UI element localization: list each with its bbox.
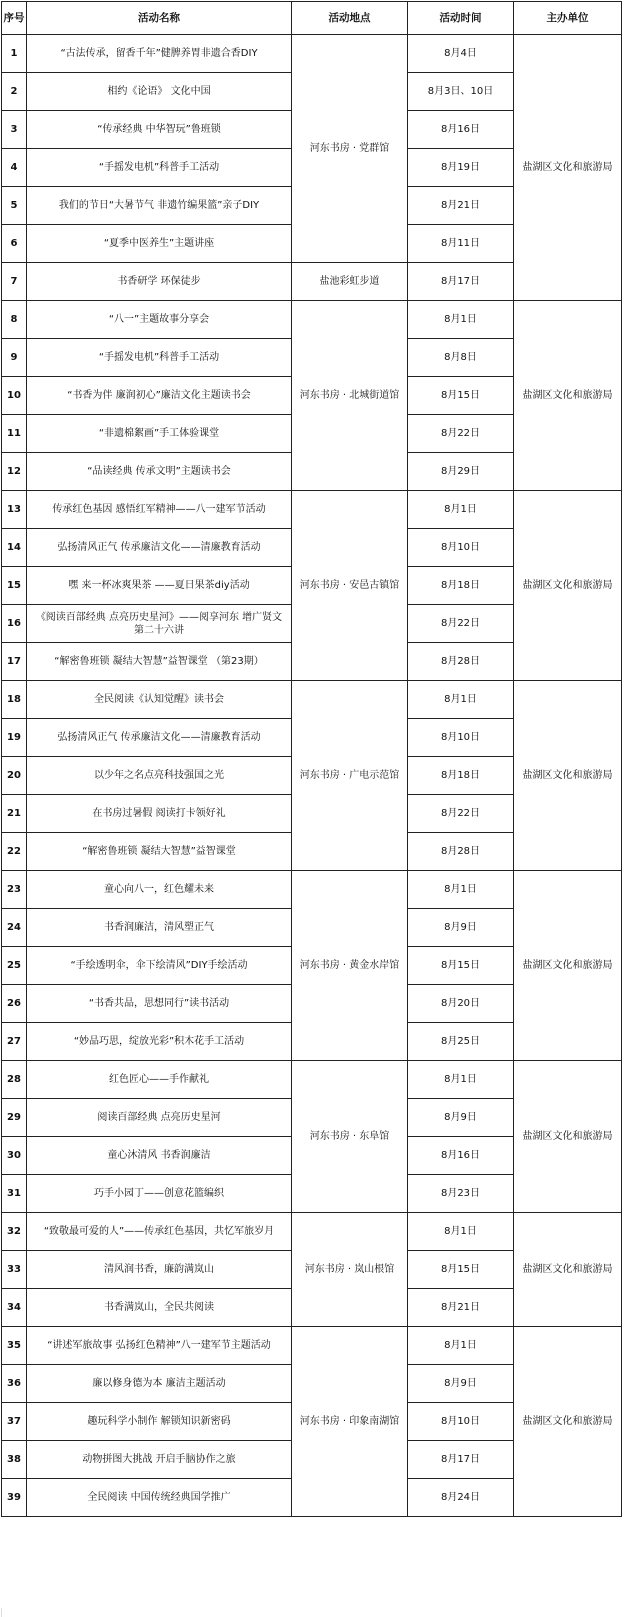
row-number: 1 bbox=[2, 35, 27, 73]
table-row bbox=[2, 1213, 622, 1251]
row-number: 28 bbox=[2, 1061, 27, 1099]
row-number: 3 bbox=[2, 111, 27, 149]
activity-time: 8月3日、10日 bbox=[408, 73, 514, 111]
activity-name: 我们的节日“大暑节气 非遗竹编果篮”亲子DIY bbox=[27, 187, 292, 225]
activity-time: 8月10日 bbox=[408, 1403, 514, 1441]
activity-name: “讲述军旅故事 弘扬红色精神”八一建军节主题活动 bbox=[27, 1327, 292, 1365]
activity-name: 以少年之名点亮科技强国之光 bbox=[27, 757, 292, 795]
activity-time: 8月1日 bbox=[408, 1327, 514, 1365]
activity-name: “手摇发电机”科普手工活动 bbox=[27, 149, 292, 187]
activity-name: 弘扬清风正气 传承廉洁文化——清廉教育活动 bbox=[27, 719, 292, 757]
activity-name: 动物拼图大挑战 开启手脑协作之旅 bbox=[27, 1441, 292, 1479]
organizer: 盐湖区文化和旅游局 bbox=[514, 1327, 622, 1517]
activity-time: 8月10日 bbox=[408, 719, 514, 757]
row-number: 10 bbox=[2, 377, 27, 415]
table-row bbox=[2, 491, 622, 529]
activity-name: 在书房过暑假 阅读打卡领好礼 bbox=[27, 795, 292, 833]
activity-time: 8月17日 bbox=[408, 1441, 514, 1479]
activity-time: 8月22日 bbox=[408, 605, 514, 643]
row-number: 5 bbox=[2, 187, 27, 225]
activity-time: 8月1日 bbox=[408, 301, 514, 339]
activity-name: 童心沐清风 书香润廉洁 bbox=[27, 1137, 292, 1175]
activity-venue: 河东书房 · 印象南湖馆 bbox=[292, 1327, 408, 1517]
activity-name: “妙品巧思，绽放光彩”积木花手工活动 bbox=[27, 1023, 292, 1061]
header-venue: 活动地点 bbox=[292, 2, 408, 35]
header-organizer: 主办单位 bbox=[514, 2, 622, 35]
activity-time: 8月9日 bbox=[408, 1365, 514, 1403]
activity-name: “手绘透明伞，伞下绘清风”DIY手绘活动 bbox=[27, 947, 292, 985]
activity-name: 巧手小园丁——创意花篮编织 bbox=[27, 1175, 292, 1213]
organizer: 盐湖区文化和旅游局 bbox=[514, 301, 622, 491]
activity-time: 8月28日 bbox=[408, 833, 514, 871]
row-number: 34 bbox=[2, 1289, 27, 1327]
activity-time: 8月11日 bbox=[408, 225, 514, 263]
activity-venue: 河东书房 · 党群馆 bbox=[292, 35, 408, 263]
activity-name: 书香满岚山，全民共阅读 bbox=[27, 1289, 292, 1327]
organizer: 盐湖区文化和旅游局 bbox=[514, 491, 622, 681]
activity-name: “书香共品，思想同行”读书活动 bbox=[27, 985, 292, 1023]
organizer: 盐湖区文化和旅游局 bbox=[514, 681, 622, 871]
row-number: 24 bbox=[2, 909, 27, 947]
activity-venue: 河东书房 · 安邑古镇馆 bbox=[292, 491, 408, 681]
row-number: 6 bbox=[2, 225, 27, 263]
row-number: 31 bbox=[2, 1175, 27, 1213]
row-number: 38 bbox=[2, 1441, 27, 1479]
activity-time: 8月10日 bbox=[408, 529, 514, 567]
activity-time: 8月21日 bbox=[408, 1289, 514, 1327]
activity-time: 8月25日 bbox=[408, 1023, 514, 1061]
activity-time: 8月19日 bbox=[408, 149, 514, 187]
organizer: 盐湖区文化和旅游局 bbox=[514, 871, 622, 1061]
row-number: 13 bbox=[2, 491, 27, 529]
activity-venue: 河东书房 · 岚山根馆 bbox=[292, 1213, 408, 1327]
organizer: 盐湖区文化和旅游局 bbox=[514, 35, 622, 301]
activity-venue: 盐池彩虹步道 bbox=[292, 263, 408, 301]
sheet-bottom-edge bbox=[1, 1608, 622, 1617]
row-number: 9 bbox=[2, 339, 27, 377]
activity-name: “解密鲁班锁 凝结大智慧”益智课堂 bbox=[27, 833, 292, 871]
activity-time: 8月15日 bbox=[408, 377, 514, 415]
activity-name: “致敬最可爱的人”——传承红色基因，共忆军旅岁月 bbox=[27, 1213, 292, 1251]
activity-time: 8月28日 bbox=[408, 643, 514, 681]
activity-time: 8月24日 bbox=[408, 1479, 514, 1517]
activity-name: 相约《论语》 文化中国 bbox=[27, 73, 292, 111]
row-number: 37 bbox=[2, 1403, 27, 1441]
activity-name: 书香润廉洁，清风塑正气 bbox=[27, 909, 292, 947]
activity-time: 8月16日 bbox=[408, 111, 514, 149]
activity-name: 全民阅读 中国传统经典国学推广 bbox=[27, 1479, 292, 1517]
activity-name: “夏季中医养生”主题讲座 bbox=[27, 225, 292, 263]
activity-name: 弘扬清风正气 传承廉洁文化——清廉教育活动 bbox=[27, 529, 292, 567]
activity-time: 8月21日 bbox=[408, 187, 514, 225]
activity-name: “书香为伴 廉润初心”廉洁文化主题读书会 bbox=[27, 377, 292, 415]
activity-name: “品读经典 传承文明”主题读书会 bbox=[27, 453, 292, 491]
row-number: 2 bbox=[2, 73, 27, 111]
row-number: 25 bbox=[2, 947, 27, 985]
activity-time: 8月1日 bbox=[408, 491, 514, 529]
activity-time: 8月15日 bbox=[408, 1251, 514, 1289]
activity-table bbox=[1, 1, 622, 1517]
activity-name: 传承红色基因 感悟红军精神——八一建军节活动 bbox=[27, 491, 292, 529]
header-no: 序号 bbox=[2, 2, 27, 35]
row-number: 21 bbox=[2, 795, 27, 833]
activity-time: 8月1日 bbox=[408, 1213, 514, 1251]
row-number: 7 bbox=[2, 263, 27, 301]
table-row bbox=[2, 871, 622, 909]
organizer: 盐湖区文化和旅游局 bbox=[514, 1213, 622, 1327]
activity-name: 阅读百部经典 点亮历史星河 bbox=[27, 1099, 292, 1137]
activity-name: 红色匠心——手作献礼 bbox=[27, 1061, 292, 1099]
activity-time: 8月18日 bbox=[408, 757, 514, 795]
activity-venue: 河东书房 · 广电示范馆 bbox=[292, 681, 408, 871]
activity-venue: 河东书房 · 黄金水岸馆 bbox=[292, 871, 408, 1061]
table-row bbox=[2, 1327, 622, 1365]
activity-name: 嘿 来一杯冰爽果茶 ——夏日果茶diy活动 bbox=[27, 567, 292, 605]
activity-name: 全民阅读《认知觉醒》读书会 bbox=[27, 681, 292, 719]
activity-name: 趣玩科学小制作 解锁知识新密码 bbox=[27, 1403, 292, 1441]
row-number: 33 bbox=[2, 1251, 27, 1289]
activity-time: 8月29日 bbox=[408, 453, 514, 491]
header-row bbox=[2, 2, 622, 35]
activity-name: “手摇发电机”科普手工活动 bbox=[27, 339, 292, 377]
row-number: 23 bbox=[2, 871, 27, 909]
activity-time: 8月1日 bbox=[408, 681, 514, 719]
row-number: 4 bbox=[2, 149, 27, 187]
activity-name: “解密鲁班锁 凝结大智慧”益智课堂 （第23期） bbox=[27, 643, 292, 681]
row-number: 36 bbox=[2, 1365, 27, 1403]
row-number: 14 bbox=[2, 529, 27, 567]
row-number: 29 bbox=[2, 1099, 27, 1137]
activity-name: 廉以修身德为本 廉洁主题活动 bbox=[27, 1365, 292, 1403]
row-number: 18 bbox=[2, 681, 27, 719]
row-number: 12 bbox=[2, 453, 27, 491]
activity-venue: 河东书房 · 北城街道馆 bbox=[292, 301, 408, 491]
activity-time: 8月22日 bbox=[408, 415, 514, 453]
activity-name: 童心向八一，红色耀未来 bbox=[27, 871, 292, 909]
table-row bbox=[2, 1061, 622, 1099]
activity-time: 8月17日 bbox=[408, 263, 514, 301]
activity-time: 8月15日 bbox=[408, 947, 514, 985]
row-number: 19 bbox=[2, 719, 27, 757]
row-number: 15 bbox=[2, 567, 27, 605]
activity-name: “八一”主题故事分享会 bbox=[27, 301, 292, 339]
table-row bbox=[2, 35, 622, 73]
header-time: 活动时间 bbox=[408, 2, 514, 35]
row-number: 27 bbox=[2, 1023, 27, 1061]
row-number: 17 bbox=[2, 643, 27, 681]
row-number: 39 bbox=[2, 1479, 27, 1517]
row-number: 26 bbox=[2, 985, 27, 1023]
row-number: 22 bbox=[2, 833, 27, 871]
activity-time: 8月1日 bbox=[408, 1061, 514, 1099]
activity-time: 8月8日 bbox=[408, 339, 514, 377]
activity-name: “非遗棉絮画”手工体验课堂 bbox=[27, 415, 292, 453]
activity-time: 8月18日 bbox=[408, 567, 514, 605]
activity-time: 8月4日 bbox=[408, 35, 514, 73]
table-body bbox=[2, 35, 622, 1517]
row-number: 32 bbox=[2, 1213, 27, 1251]
activity-name: 《阅读百部经典 点亮历史星河》——阅享河东 增广贤文 第二十六讲 bbox=[27, 605, 292, 643]
activity-time: 8月1日 bbox=[408, 871, 514, 909]
activity-name: 书香研学 环保徒步 bbox=[27, 263, 292, 301]
activity-name: “古法传承，留香千年”健脾养胃非遗合香DIY bbox=[27, 35, 292, 73]
activity-time: 8月9日 bbox=[408, 909, 514, 947]
row-number: 16 bbox=[2, 605, 27, 643]
table-row bbox=[2, 301, 622, 339]
activity-name: “传承经典 中华智玩”鲁班锁 bbox=[27, 111, 292, 149]
activity-time: 8月23日 bbox=[408, 1175, 514, 1213]
row-number: 20 bbox=[2, 757, 27, 795]
activity-name: 清风润书香，廉韵满岚山 bbox=[27, 1251, 292, 1289]
row-number: 30 bbox=[2, 1137, 27, 1175]
activity-time: 8月9日 bbox=[408, 1099, 514, 1137]
row-number: 11 bbox=[2, 415, 27, 453]
header-activity-name: 活动名称 bbox=[27, 2, 292, 35]
row-number: 35 bbox=[2, 1327, 27, 1365]
table-row bbox=[2, 681, 622, 719]
organizer: 盐湖区文化和旅游局 bbox=[514, 1061, 622, 1213]
activity-venue: 河东书房 · 东阜馆 bbox=[292, 1061, 408, 1213]
activity-time: 8月22日 bbox=[408, 795, 514, 833]
row-number: 8 bbox=[2, 301, 27, 339]
activity-time: 8月16日 bbox=[408, 1137, 514, 1175]
activity-time: 8月20日 bbox=[408, 985, 514, 1023]
